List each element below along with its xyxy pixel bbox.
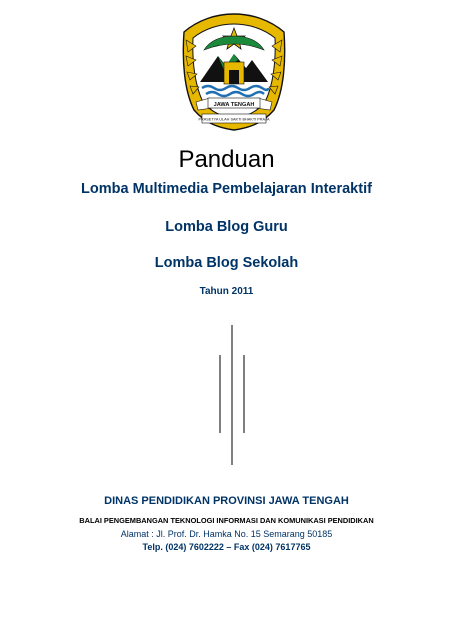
emblem-ribbon-text: JAWA TENGAH bbox=[213, 101, 255, 108]
emblem-motto-text: PRASETYA ULAH SAKTI BHAKTI PRAJA bbox=[198, 117, 270, 122]
subtitle-blog-sekolah: Lomba Blog Sekolah bbox=[154, 255, 299, 271]
footer-unit: BALAI PENGEMBANGAN TEKNOLOGI INFORMASI DAN KOMUNIKASI PENDIDIKAN bbox=[79, 516, 374, 525]
document-year: Tahun 2011 bbox=[199, 286, 254, 297]
document-title: Panduan bbox=[178, 146, 275, 173]
footer-phone: Telp. (024) 7602222 – Fax (024) 7617765 bbox=[142, 542, 311, 552]
footer-address: Alamat : Jl. Prof. Dr. Hamka No. 15 Semarang 50185 bbox=[120, 529, 333, 539]
subtitle-multimedia: Lomba Multimedia Pembelajaran Interaktif bbox=[81, 181, 372, 197]
provincial-emblem-icon bbox=[174, 10, 294, 132]
subtitle-blog-guru: Lomba Blog Guru bbox=[165, 219, 288, 235]
footer-organization: DINAS PENDIDIKAN PROVINSI JAWA TENGAH bbox=[104, 495, 349, 507]
decorative-lines bbox=[212, 325, 252, 465]
